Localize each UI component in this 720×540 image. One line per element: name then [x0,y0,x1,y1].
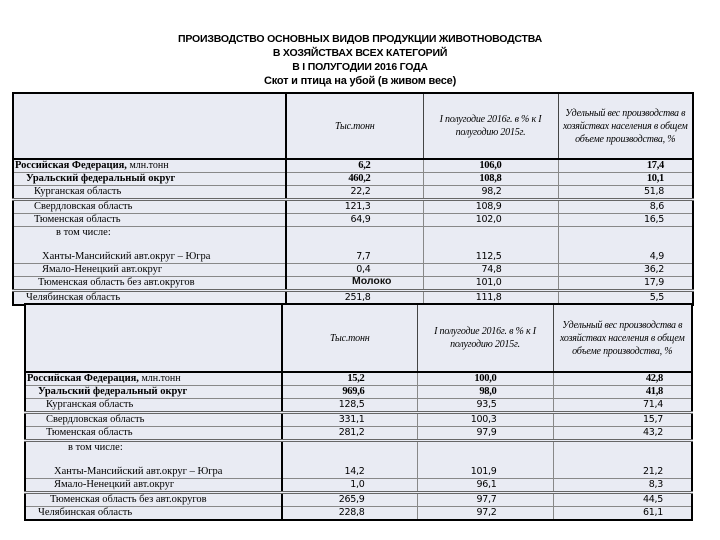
cell-c3: 4,9 [558,227,693,264]
table-row [25,441,692,479]
row-label: Уральский федеральный округ [25,386,282,399]
section-subtitle-livestock: Скот и птица на убой (в живом весе) [263,75,457,87]
cell-c3: 17,4 [558,159,693,173]
cell-c1: 128,5 [282,399,417,413]
cell-c1: 14,2 [282,441,417,479]
header-label [13,93,286,159]
including-label: в том числе: [68,442,123,453]
table-row [13,200,693,214]
row-label: в том числе: Ханты-Мансийский авт.округ – Югра [13,227,286,264]
row-label: Тюменская область без авт.округов [25,493,282,507]
row-label: Курганская область [13,186,286,200]
row-label: Ямало-Ненецкий авт.округ [13,264,286,277]
cell-c1: 15,2 [282,372,417,386]
cell-c3: 61,1 [553,507,692,521]
cell-c2: 97,2 [417,507,553,521]
cell-c3: 16,5 [558,214,693,227]
row-label: Российская Федерация, млн.тонн [13,159,286,173]
document-title [0,32,720,88]
cell-c3: 5,5 [558,291,693,306]
cell-c2: 93,5 [417,399,553,413]
cell-c3: 44,5 [553,493,692,507]
including-label: в том числе: [56,227,111,238]
cell-c1: 121,3 [286,200,423,214]
title-line-2: В ХОЗЯЙСТВАХ ВСЕХ КАТЕГОРИЙ [272,47,448,59]
table-row [13,214,693,227]
table-row [25,479,692,493]
table-row [13,186,693,200]
cell-c2: 102,0 [423,214,558,227]
cell-c2: 98,0 [417,386,553,399]
table-row [13,227,693,264]
livestock-table [12,92,694,306]
cell-c3: 8,3 [553,479,692,493]
cell-c1: 64,9 [286,214,423,227]
cell-c2: 98,2 [423,186,558,200]
row-label: Тюменская область без авт.округов [13,277,286,291]
cell-c1: 228,8 [282,507,417,521]
cell-c3: 43,2 [553,427,692,441]
row-label: Ямало-Ненецкий авт.округ [25,479,282,493]
row-label: Уральский федеральный округ [13,173,286,186]
cell-c2: 100,3 [417,413,553,427]
cell-c1: 460,2 [286,173,423,186]
cell-c2: 97,9 [417,427,553,441]
cell-c3: 15,7 [553,413,692,427]
title-line-3: В I ПОЛУГОДИИ 2016 ГОДА [292,61,428,73]
row-label: Свердловская область [13,200,286,214]
table-row [25,493,692,507]
cell-c2: 100,0 [417,372,553,386]
header-pct-vs-2015: I полугодие 2016г. в % к I полугодию 2015г. [417,304,553,372]
cell-c2: 108,9 [423,200,558,214]
header-household-share: Удельный вес производства в хозяйствах населения в общем объеме производства, % [558,93,693,159]
cell-c1: 0,4 [286,264,423,277]
table-row [25,399,692,413]
header-household-share: Удельный вес производства в хозяйствах населения в общем объеме производства, % [553,304,692,372]
table-row [25,507,692,521]
table-row [25,386,692,399]
section-subtitle-milk: Молоко [352,275,392,287]
row-label: Тюменская область [13,214,286,227]
table-row [25,413,692,427]
row-label: Тюменская область [25,427,282,441]
cell-c3: 17,9 [558,277,693,291]
header-thousand-tonnes: Тыс.тонн [286,93,423,159]
header-label [25,304,282,372]
table-header-row [13,93,693,159]
cell-c2: 108,8 [423,173,558,186]
cell-c2: 101,9 [417,441,553,479]
table-row [25,372,692,386]
table-row [25,427,692,441]
header-pct-vs-2015: I полугодие 2016г. в % к I полугодию 2015г. [423,93,558,159]
cell-c2: 96,1 [417,479,553,493]
cell-c3: 21,2 [553,441,692,479]
row-label: Свердловская область [25,413,282,427]
cell-c1: 331,1 [282,413,417,427]
cell-c1: 22,2 [286,186,423,200]
cell-c3: 10,1 [558,173,693,186]
cell-c3: 51,8 [558,186,693,200]
table-row [13,159,693,173]
cell-c1: 281,2 [282,427,417,441]
cell-c1: 6,2 [286,159,423,173]
cell-c1: 265,9 [282,493,417,507]
cell-c2: 101,0 [423,277,558,291]
cell-c3: 41,8 [553,386,692,399]
row-label: Российская Федерация, млн.тонн [25,372,282,386]
header-thousand-tonnes: Тыс.тонн [282,304,417,372]
cell-c2: 74,8 [423,264,558,277]
cell-c3: 71,4 [553,399,692,413]
table-row [13,173,693,186]
table-header-row [25,304,692,372]
cell-c2: 97,7 [417,493,553,507]
row-label: Курганская область [25,399,282,413]
cell-c1: 7,7 [286,227,423,264]
cell-c1: 1,0 [282,479,417,493]
cell-c3: 42,8 [553,372,692,386]
cell-c2: 106,0 [423,159,558,173]
milk-table [24,303,693,521]
cell-c1: 969,6 [282,386,417,399]
cell-c2: 112,5 [423,227,558,264]
title-line-1: ПРОИЗВОДСТВО ОСНОВНЫХ ВИДОВ ПРОДУКЦИИ ЖИВОТНОВОДСТВА [178,33,542,45]
cell-c1: 251,8 [286,291,423,306]
row-label: Челябинская область [38,507,133,518]
row-label: в том числе: Ханты-Мансийский авт.округ – Югра [25,441,282,479]
cell-c3: 36,2 [558,264,693,277]
cell-c3: 8,6 [558,200,693,214]
row-label: Челябинская область [26,292,121,303]
cell-c2: 111,8 [423,291,558,306]
